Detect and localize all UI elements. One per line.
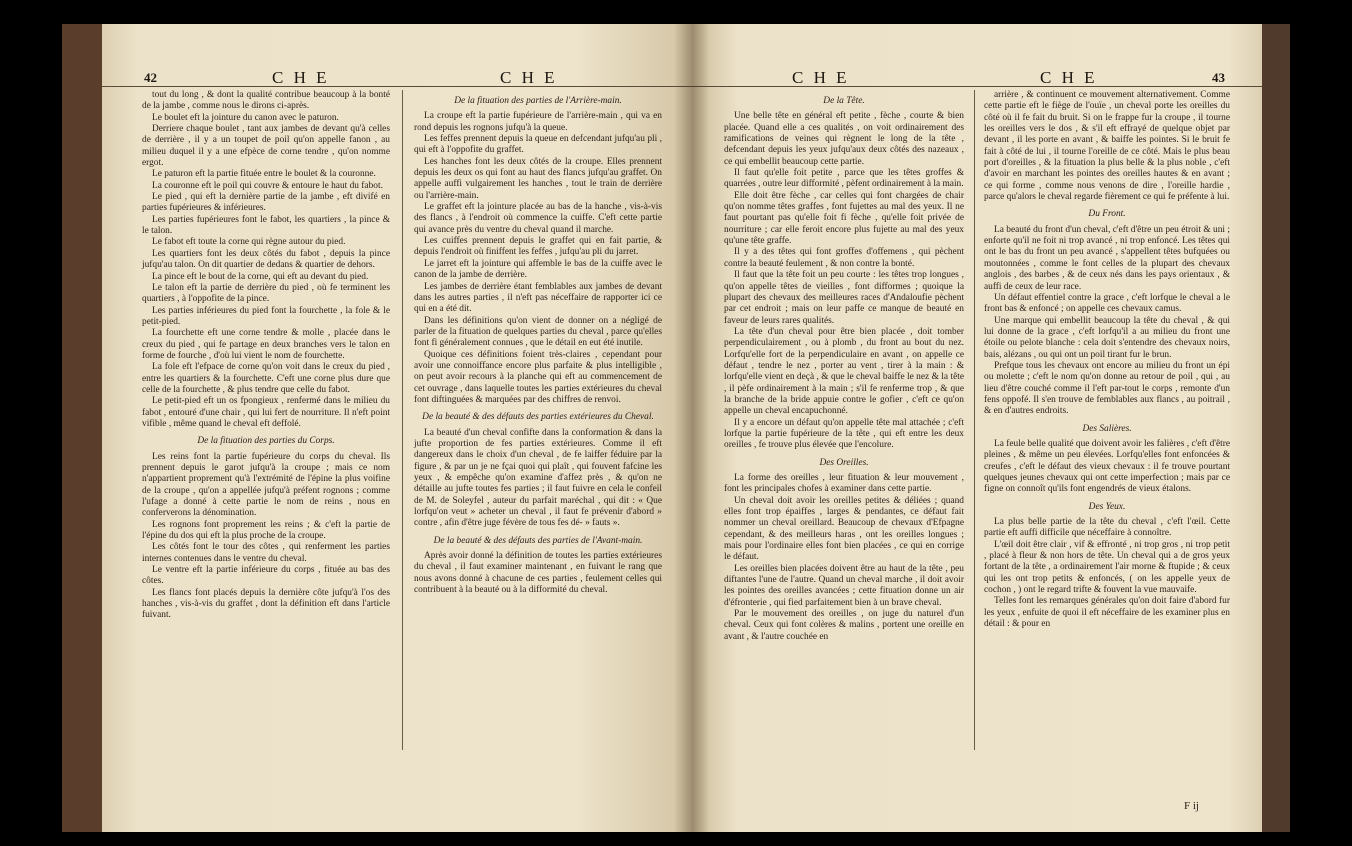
paragraph: Le jarret eft la jointure qui affemble le bas de la cuiffe avec le canon de la jambe de derrière. (414, 258, 662, 281)
paragraph: Les oreilles bien placées doivent être au haut de la tête , peu diftantes l'une de l'autre. Quand un cheval marche , il doit avoir les pointes des oreilles avancées ; cette fituation donne un air d'éfronterie , qui fied parfaitement bien à un brave cheval. (724, 563, 964, 608)
book-cover-left (62, 24, 102, 832)
left-page (102, 24, 692, 832)
text-column-left (142, 90, 390, 622)
section-heading: De la Tête. (823, 96, 865, 106)
paragraph: La forme des oreilles , leur fituation & leur mouvement , font les principales chofes à examiner dans cette partie. (724, 473, 964, 495)
column-divider (974, 90, 975, 750)
paragraph: La fourchette eft une corne tendre & molle , placée dans le creux du pied , qui fe partage en deux branches vers le talon en forme de fourche , d'où lui vient le nom de fourchette. (142, 328, 390, 361)
header-rule (102, 86, 692, 87)
section-heading: Du Front. (1088, 209, 1126, 220)
section-heading: Des Oreilles. (819, 457, 869, 468)
running-head: C H E (1040, 68, 1098, 87)
paragraph: La couronne eft le poil qui couvre & entoure le haut du fabot. (152, 180, 383, 191)
paragraph: Une marque qui embellit beaucoup la tête du cheval , & qui lui donne de la grace , c'eft lorfqu'il a au milieu du front une étoile ou pelote blanche : cela doit s'entendre des chevaux noirs, bais, alézans , ou qui ont un poil tirant fur le brun. (984, 315, 1230, 360)
section-heading: Des Yeux. (1088, 501, 1126, 512)
section-heading: De la fituation des parties de l'Arrière-main. (454, 96, 622, 106)
paragraph: Les rognons font proprement les reins ; & c'eft la partie de l'épine du dos qui eft la plus proche de la croupe. (142, 519, 390, 542)
paragraph: Le boulet eft la jointure du canon avec le paturon. (152, 112, 339, 123)
paragraph: Elle doit être fèche , car celles qui font chargées de chair qu'on nomme têtes graffes , font fujettes au mal des yeux. Il ne faut pourtant pas qu'elle foit fi fèche , qu'elle foit privée de nourriture ; car elle feroit encore plus fujette au mal des yeux qu'une tête graffe. (724, 190, 964, 247)
column-divider (402, 90, 403, 750)
paragraph: La tête d'un cheval pour être bien placée , doit tomber perpendiculairement , ou à plomb , du front au bout du nez. Lorfqu'elle fort de la perpendiculaire en avant , on appelle ce défaut , tendre le nez , porter au vent , tirer à la main : & lorfqu'elle vient en deçà , & que le cheval baiffe le nez & la tête , il pèfe ordinairement à la main ; s'il fe renferme trop , & que la branche de la bride appuie contre le gofier , c'eft ce qu'on appelle un cheval encapuchonné. (724, 326, 964, 417)
section-heading: De la beauté & des défauts des parties extérieures du Cheval. (422, 412, 654, 423)
running-head: C H E (500, 68, 558, 87)
paragraph: Par le mouvement des oreilles , on juge du naturel d'un cheval. Ceux qui font colères & malins , portent une oreille en avant , & l'autre couchée en (724, 609, 964, 642)
running-head: C H E (792, 68, 850, 87)
text-column-right (984, 90, 1230, 630)
paragraph: Le ventre eft la partie inférieure du corps , fituée au bas des côtes. (142, 565, 390, 587)
paragraph: Les côtés font le tour des côtes , qui renferment les parties internes contenues dans le ventre du cheval. (142, 542, 390, 564)
paragraph: tout du long , & dont la qualité contribue beaucoup à la bonté de la jambe , comme nous le dirons ci-après. (142, 90, 390, 112)
paragraph: La pince eft le bout de la corne, qui eft au devant du pied. (152, 271, 369, 282)
book-cover-right (1262, 24, 1290, 832)
paragraph: Les feffes prennent depuis la queue en defcendant jufqu'au pli , qui eft à l'oppofite du graffet. (414, 134, 662, 156)
paragraph: Le graffet eft la jointure placée au bas de la hanche , vis-à-vis des flancs , à l'endroit où commence la cuiffe. C'eft cette partie qui avance près du ventre du cheval quand il marche. (414, 202, 662, 235)
paragraph: La fole eft l'efpace de corne qu'on voit dans le creux du pied , entre les quartiers & la fourchette. C'eft une corne plus dure que celle de la fourchette , & plus tendre que celle du fabot. (142, 362, 390, 395)
paragraph: Après avoir donné la définition de toutes les parties extérieures du cheval , il faut examiner maintenant , en fuivant le rang que nous avons donné à chacune de ces parties , feulement celles qui contribuent à la beauté ou à la difformité du cheval. (414, 551, 662, 596)
paragraph: Les cuiffes prennent depuis le graffet qui en fait partie, & depuis l'endroit où finiffent les feffes , jufqu'au pli du jarret. (414, 236, 662, 258)
paragraph: Un cheval doit avoir les oreilles petites & déliées ; quand elles font trop épaiffes , larges & pendantes, ce défaut fait nommer un cheval oreillard. Beaucoup de chevaux d'Efpagne cependant, & des meilleurs haras , ont les oreilles longues ; mais pour l'ordinaire elles font bien placées , ce qui en corrige le défaut. (724, 495, 964, 563)
paragraph: Il y a encore un défaut qu'on appelle tête mal attachée ; c'eft lorfque la partie fupérieure de la tête , qui eft entre les deux oreilles , fe trouve plus élevée que l'encolure. (724, 417, 964, 451)
page-number: 43 (1212, 70, 1225, 85)
paragraph: La beauté d'un cheval confifte dans la conformation & dans la jufte proportion de fes parties extérieures. Comme il eft dangereux dans le choix d'un cheval , de fe laiffer féduire par la figure , & par un je ne fçai quoi qui plaît , qui fouvent fafcine les yeux , & empêche qu'on examine d'affez près , & qu'on ne détaille au jufte toutes fes parties ; il faut fuivre en cela le confeil de M. de Soleyfel , auteur du parfait maréchal , qui dit : « Que lorfqu'on veut » acheter un cheval , il faut fe prévenir d'abord » contre , afin d'être juge févère de tous fes dé- » fauts ». (414, 427, 662, 529)
paragraph: Il faut que la tête foit un peu courte : les têtes trop longues , qu'on appelle têtes de vieilles , font difformes ; quoique la plupart des chevaux des meilleures races d'Andaloufie pèchent par cet endroit ; mais on leur paffe ce manque de beauté en faveur de leurs rares qualités. (724, 270, 964, 326)
signature-mark: F ij (1184, 800, 1199, 812)
paragraph: Les quartiers font les deux côtés du fabot , depuis la pince jufqu'au talon. On dit quartier de dedans & quartier de dehors. (142, 248, 390, 271)
section-heading: De la beauté & des défauts des parties de l'Avant-main. (433, 535, 643, 546)
header-rule (692, 86, 1262, 87)
paragraph: Le talon eft la partie de derrière du pied , où fe terminent les quartiers , à l'oppofite de la pince. (142, 282, 390, 305)
section-heading: De la fituation des parties du Corps. (197, 436, 335, 447)
paragraph: Les flancs font placés depuis la dernière côte jufqu'à l'os des hanches , vis-à-vis du graffet , dont la définition eft dans l'article fuivant. (142, 587, 390, 621)
paragraph: Une belle tête en général eft petite , fèche , courte & bien placée. Quand elle a ces qualités , on voit ordinairement des ramifications de veines qui règnent le long de la tête , defcendant depuis les yeux jufqu'aux deux côtés des nazeaux , ce qui embellit beaucoup cette partie. (724, 111, 964, 167)
paragraph: Le paturon eft la partie fituée entre le boulet & la couronne. (152, 169, 376, 180)
text-column-right (414, 90, 662, 596)
paragraph: Quoique ces définitions foient très-claires , cependant pour avoir une connoiffance encore plus parfaite & plus intelligible , on peut avoir recours à la planche qui eft au commencement de cet ouvrage , dans laquelle toutes les parties extérieures du cheval font diftinguées & marquées par des chiffres de renvoi. (414, 349, 662, 405)
running-head: C H E (272, 68, 330, 87)
section-heading: Des Salières. (1082, 423, 1132, 434)
text-column-left (724, 90, 964, 643)
right-page (692, 24, 1262, 832)
paragraph: La croupe eft la partie fupérieure de l'arrière-main , qui va en rond depuis les rognons jufqu'à la queue. (414, 111, 662, 133)
paragraph: Il y a des têtes qui font groffes d'offemens , qui pèchent contre la beauté feulement , & non contre la bonté. (724, 247, 964, 269)
paragraph: Le pied , qui eft la dernière partie de la jambe , eft divifé en parties fupérieures & inférieures. (142, 192, 390, 214)
paragraph: Telles font les remarques générales qu'on doit faire d'abord fur les yeux , enfuite de quoi il eft néceffaire de les examiner plus en détail : & pour en (984, 596, 1230, 630)
paragraph: Il faut qu'elle foit petite , parce que les têtes groffes & quarrées , outre leur difformité , pèfent ordinairement à la main. (724, 168, 964, 190)
open-book (62, 24, 1290, 832)
paragraph: Les hanches font les deux côtés de la croupe. Elles prennent depuis les deux os qui font au haut des flancs jufqu'au graffet. On appelle auffi vulgairement les hanches , tout le train de derrière ou l'arrière-main. (414, 156, 662, 201)
paragraph: La feule belle qualité que doivent avoir les falières , c'eft d'être pleines , & même un peu élevées. Lorfqu'elles font enfoncées & creufes , c'eft le défaut des vieux chevaux : il fe trouve pourtant quelques jeunes chevaux qui ont cette imperfection ; mais par ce figne on connoît qu'ils font engendrés de vieux étalons. (984, 438, 1230, 495)
paragraph: Les parties fupérieures font le fabot, les quartiers , la pince & le talon. (142, 214, 390, 237)
page-number: 42 (144, 70, 157, 85)
paragraph: Les jambes de derrière étant femblables aux jambes de devant dans les autres parties , il n'eft pas néceffaire de rapporter ici ce qui en a été dit. (414, 281, 662, 315)
paragraph: Les parties inférieures du pied font la fourchette , la fole & le petit-pied. (142, 305, 390, 327)
paragraph: arrière , & continuent ce mouvement alternativement. Comme cette partie eft le fiège de l'ouïe , un cheval porte les oreilles du côté où il fe fait du bruit. Si on le frappe fur la croupe , il tourne les oreilles vers le dos , & s'il eft effrayé de quelque objet par devant , il les porte en avant , & baiffe les pointes. Si le bruit fe fait à côté de lui , il tourne l'oreille de ce côté. Mais le plus beau port d'oreilles , & la fituation la plus belle & la plus noble , c'eft d'avoir en marchant les pointes des oreilles hautes & en avant ; ce qui forme , comme nous venons de dire , l'oreille hardie , parce qu'alors le cheval regarde fièrement ce qui fe préfente à lui. (984, 90, 1230, 203)
paragraph: La plus belle partie de la tête du cheval , c'eft l'œil. Cette partie eft auffi difficile que néceffaire à connoître. (984, 517, 1230, 539)
paragraph: La beauté du front d'un cheval, c'eft d'être un peu étroit & uni ; enforte qu'il ne foit ni trop avancé , ni trop enfoncé. Les têtes qui ont le bas du front un peu avancé , s'appellent têtes bufquées ou moutonnées , comme le font celles de la plupart des chevaux anglois , des barbes , & de ceux nés dans les pays orientaux , & auffi de ceux de leur race. (984, 224, 1230, 292)
paragraph: Derriere chaque boulet , tant aux jambes de devant qu'à celles de derrière , il y a un toupet de poil qu'on appelle fanon , au milieu duquel il y a une efpèce de corne tendre , qu'on nomme ergot. (142, 124, 390, 169)
paragraph: L'œil doit être clair , vif & effronté , ni trop gros , ni trop petit , placé à fleur & non hors de tête. Un cheval qui a de gros yeux fortant de la tête , a ordinairement l'air morne & ftupide ; & ceux qui les ont trop petits & enfoncés, ( on les appelle yeux de cochon , ) ont le regard trifte & fouvent la vue mauvaife. (984, 539, 1230, 596)
book-gutter (674, 24, 710, 832)
paragraph: Les reins font la partie fupérieure du corps du cheval. Ils prennent depuis le garot jufqu'à la croupe ; mais ce nom n'appartient proprement qu'à l'extrémité de l'épine la plus voifine de la croupe , qu'on a appellée jufqu'à préfent rognons ; comme l'ufage a donné à cette partie le nom de reins , nous en conferverons la dénomination. (142, 451, 390, 519)
paragraph: Le fabot eft toute la corne qui règne autour du pied. (152, 237, 346, 248)
paragraph: Dans les définitions qu'on vient de donner on a négligé de parler de la fituation de quelques parties du cheval , parce qu'elles font fi généralement connues , que le détail en eut été inutile. (414, 315, 662, 349)
paragraph: Un défaut effentiel contre la grace , c'eft lorfque le cheval a le front bas & enfoncé ; on appelle ces chevaux camus. (984, 292, 1230, 315)
paragraph: Prefque tous les chevaux ont encore au milieu du front un épi ou molette ; c'eft le nom qu'on donne au retour de poil , qui , au lieu d'être couché comme il l'eft par-tout le corps , remonte d'un fens oppofé. Il s'en trouve de femblables aux flancs , au poitrail , & en d'autres endroits. (984, 360, 1230, 417)
paragraph: Le petit-pied eft un os fpongieux , renfermé dans le milieu du fabot , entouré d'une chair , qui lui fert de nourriture. Il n'eft point vifible , même quand le cheval eft deffolé. (142, 396, 390, 429)
